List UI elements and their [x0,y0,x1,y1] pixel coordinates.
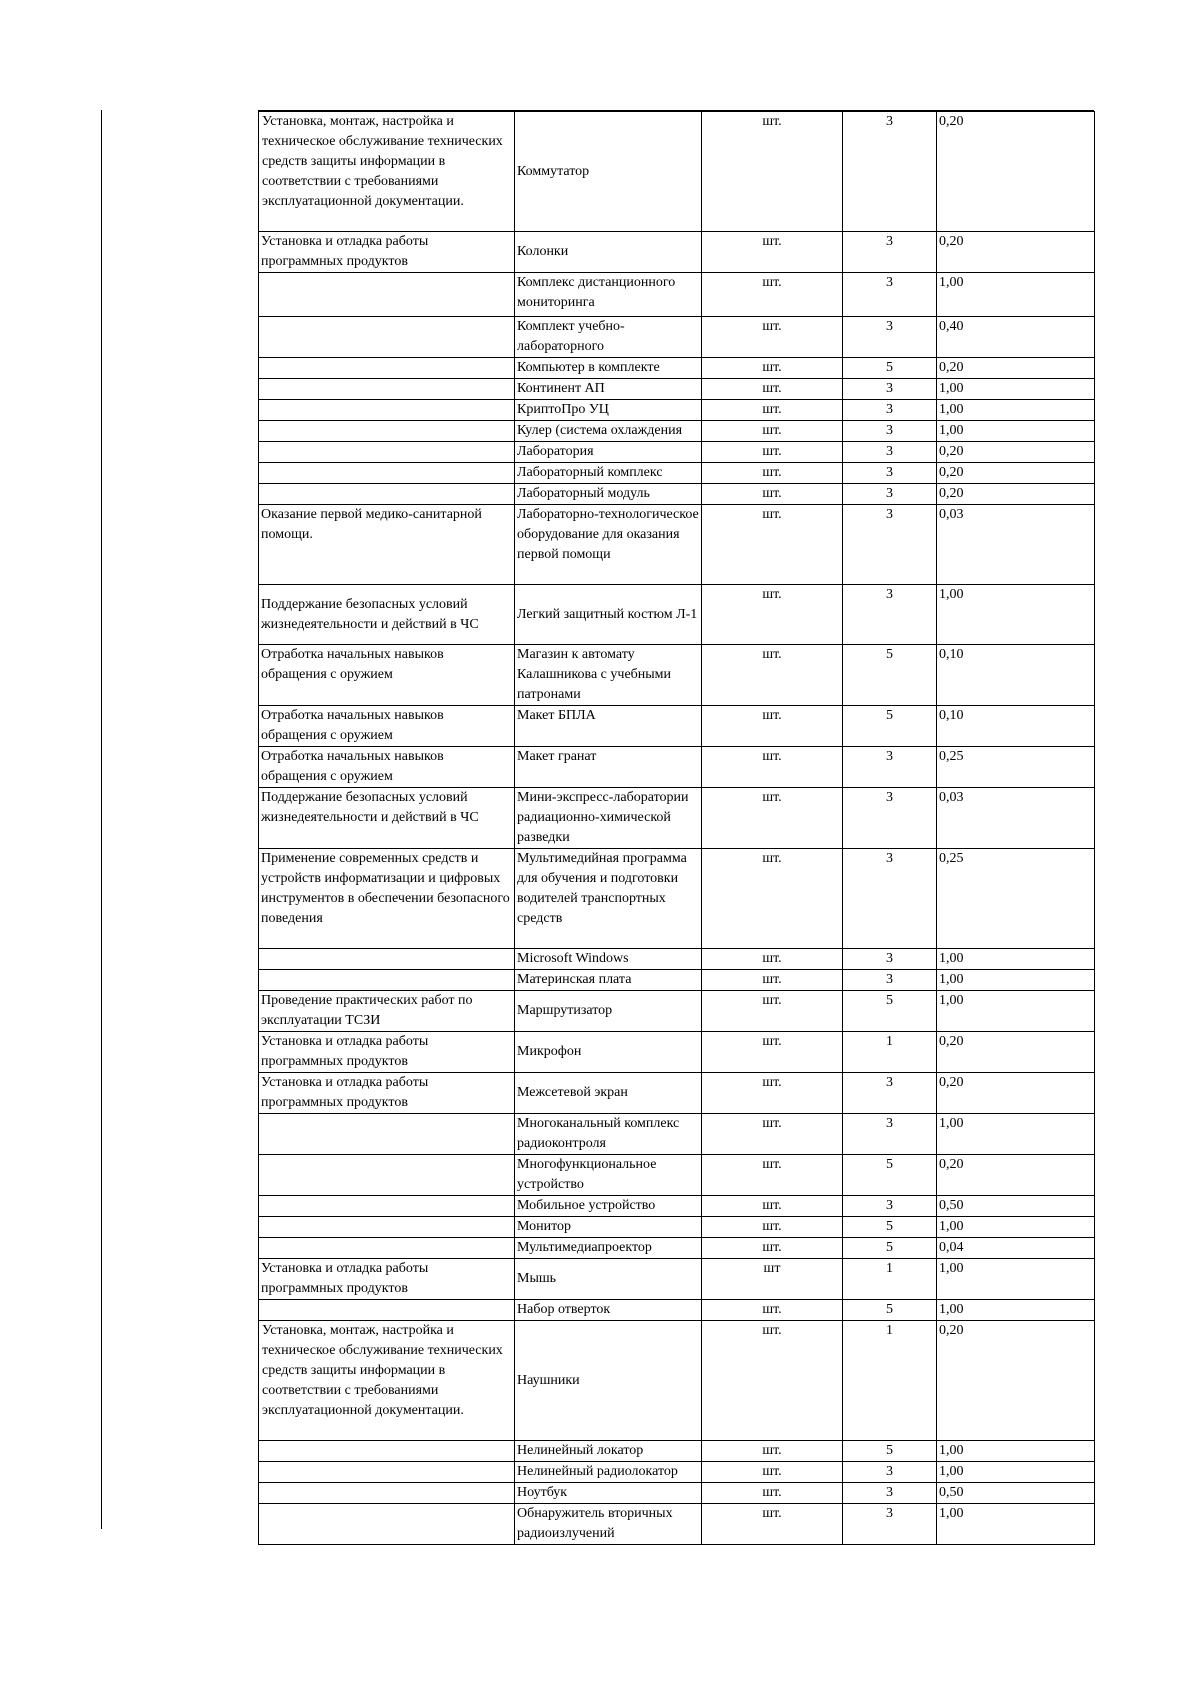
unit-cell: шт. [702,1441,843,1462]
equipment-cell: Мышь [515,1259,702,1300]
equipment-cell: КриптоПро УЦ [515,400,702,421]
activity-cell: Установка, монтаж, настройка и техническое обслуживание технических средств защиты информации в соответствии с требованиями эксплуатационной документации. [259,1321,515,1441]
rate-cell: 1,00 [937,1441,1095,1462]
quantity-cell: 5 [843,1441,937,1462]
quantity-cell: 3 [843,1483,937,1504]
quantity-cell: 1 [843,1032,937,1073]
table-row [259,1196,1095,1217]
unit-cell: шт. [702,949,843,970]
equipment-cell: Многоканальный комплекс радиоконтроля [515,1114,702,1155]
table-row [259,1155,1095,1196]
equipment-cell: Колонки [515,232,702,273]
table-row [259,232,1095,273]
rate-cell: 0,03 [937,505,1095,585]
unit-cell: шт. [702,442,843,463]
table-row [259,1259,1095,1300]
unit-cell: шт. [702,585,843,645]
rate-cell: 1,00 [937,991,1095,1032]
rate-cell: 1,00 [937,1217,1095,1238]
quantity-cell: 3 [843,273,937,317]
unit-cell: шт. [702,1504,843,1545]
quantity-cell: 3 [843,1462,937,1483]
quantity-cell: 5 [843,706,937,747]
quantity-cell: 3 [843,1114,937,1155]
table-row [259,1032,1095,1073]
activity-cell: Установка, монтаж, настройка и техническое обслуживание технических средств защиты информации в соответствии с требованиями эксплуатационной документации. [259,112,515,232]
quantity-cell: 3 [843,112,937,232]
equipment-cell: Макет БПЛА [515,706,702,747]
activity-cell [259,1462,515,1483]
activity-cell [259,379,515,400]
unit-cell: шт. [702,1114,843,1155]
equipment-cell: Макет гранат [515,747,702,788]
rate-cell: 1,00 [937,421,1095,442]
unit-cell: шт. [702,1462,843,1483]
activity-cell [259,1238,515,1259]
quantity-cell: 3 [843,849,937,949]
equipment-cell: Маршрутизатор [515,991,702,1032]
activity-cell: Установка и отладка работы программных продуктов [259,1032,515,1073]
left-margin-rule [101,110,102,1529]
quantity-cell: 5 [843,1155,937,1196]
equipment-cell: Монитор [515,1217,702,1238]
rate-cell: 0,20 [937,1321,1095,1441]
rate-cell: 0,20 [937,232,1095,273]
activity-cell [259,1217,515,1238]
activity-cell: Применение современных средств и устройств информатизации и цифровых инструментов в обеспечении безопасного поведения [259,849,515,949]
rate-cell: 0,40 [937,317,1095,358]
activity-cell [259,1504,515,1545]
rate-cell: 0,04 [937,1238,1095,1259]
activity-cell: Поддержание безопасных условий жизнедеятельности и действий в ЧС [259,788,515,849]
table-row [259,788,1095,849]
table-row [259,400,1095,421]
unit-cell: шт. [702,463,843,484]
quantity-cell: 3 [843,232,937,273]
unit-cell: шт. [702,706,843,747]
activity-cell: Установка и отладка работы программных продуктов [259,1073,515,1114]
quantity-cell: 1 [843,1259,937,1300]
unit-cell: шт. [702,400,843,421]
unit-cell: шт. [702,1238,843,1259]
unit-cell: шт. [702,232,843,273]
quantity-cell: 3 [843,317,937,358]
quantity-cell: 3 [843,400,937,421]
rate-cell: 1,00 [937,1462,1095,1483]
equipment-cell: Нелинейный локатор [515,1441,702,1462]
table-row [259,1462,1095,1483]
unit-cell: шт. [702,1032,843,1073]
table-row [259,1114,1095,1155]
activity-cell: Отработка начальных навыков обращения с оружием [259,706,515,747]
equipment-cell: Континент АП [515,379,702,400]
rate-cell: 0,20 [937,1032,1095,1073]
table-row [259,949,1095,970]
table-row [259,484,1095,505]
quantity-cell: 5 [843,1300,937,1321]
quantity-cell: 3 [843,421,937,442]
rate-cell: 0,20 [937,1155,1095,1196]
rate-cell: 0,20 [937,484,1095,505]
quantity-cell: 3 [843,484,937,505]
table-row [259,317,1095,358]
quantity-cell: 3 [843,442,937,463]
unit-cell: шт. [702,484,843,505]
unit-cell: шт. [702,788,843,849]
rate-cell: 0,50 [937,1196,1095,1217]
unit-cell: шт. [702,358,843,379]
activity-cell [259,1155,515,1196]
rate-cell: 1,00 [937,273,1095,317]
table-row [259,1504,1095,1545]
equipment-cell: Набор отверток [515,1300,702,1321]
activity-cell: Отработка начальных навыков обращения с оружием [259,747,515,788]
equipment-cell: Комплект учебно-лабораторного [515,317,702,358]
equipment-cell: Обнаружитель вторичных радиоизлучений [515,1504,702,1545]
table-row [259,706,1095,747]
activity-cell: Проведение практических работ по эксплуатации ТСЗИ [259,991,515,1032]
quantity-cell: 3 [843,505,937,585]
activity-cell [259,484,515,505]
unit-cell: шт. [702,645,843,706]
unit-cell: шт. [702,273,843,317]
equipment-table-container [258,110,1094,1541]
activity-cell [259,1483,515,1504]
rate-cell: 1,00 [937,1504,1095,1545]
unit-cell: шт [702,1259,843,1300]
equipment-cell: Лаборатория [515,442,702,463]
table-row [259,358,1095,379]
rate-cell: 1,00 [937,585,1095,645]
rate-cell: 1,00 [937,379,1095,400]
activity-cell [259,400,515,421]
activity-cell: Установка и отладка работы программных продуктов [259,232,515,273]
table-row [259,970,1095,991]
table-row [259,442,1095,463]
unit-cell: шт. [702,1073,843,1114]
unit-cell: шт. [702,1196,843,1217]
table-row [259,585,1095,645]
rate-cell: 0,20 [937,463,1095,484]
equipment-cell: Наушники [515,1321,702,1441]
activity-cell: Установка и отладка работы программных продуктов [259,1259,515,1300]
table-row [259,1321,1095,1441]
equipment-cell: Мобильное устройство [515,1196,702,1217]
rate-cell: 0,20 [937,442,1095,463]
table-row [259,849,1095,949]
activity-cell: Оказание первой медико-санитарной помощи. [259,505,515,585]
equipment-cell: Компьютер в комплекте [515,358,702,379]
rate-cell: 0,10 [937,706,1095,747]
table-row [259,991,1095,1032]
unit-cell: шт. [702,505,843,585]
rate-cell: 0,03 [937,788,1095,849]
rate-cell: 1,00 [937,1259,1095,1300]
equipment-cell: Комплекс дистанционного мониторинга [515,273,702,317]
equipment-table [258,111,1095,1545]
equipment-cell: Межсетевой экран [515,1073,702,1114]
activity-cell: Поддержание безопасных условий жизнедеятельности и действий в ЧС [259,585,515,645]
unit-cell: шт. [702,112,843,232]
table-row [259,1483,1095,1504]
rate-cell: 0,25 [937,747,1095,788]
quantity-cell: 5 [843,1238,937,1259]
quantity-cell: 5 [843,358,937,379]
table-row [259,1300,1095,1321]
equipment-cell: Материнская плата [515,970,702,991]
rate-cell: 0,20 [937,112,1095,232]
activity-cell [259,358,515,379]
unit-cell: шт. [702,849,843,949]
equipment-cell: Микрофон [515,1032,702,1073]
unit-cell: шт. [702,1483,843,1504]
table-row [259,645,1095,706]
equipment-cell: Ноутбук [515,1483,702,1504]
unit-cell: шт. [702,970,843,991]
equipment-cell: Многофункциональное устройство [515,1155,702,1196]
equipment-cell: Лабораторно-технологическое оборудование для оказания первой помощи [515,505,702,585]
table-row [259,379,1095,400]
quantity-cell: 3 [843,970,937,991]
quantity-cell: 1 [843,1321,937,1441]
unit-cell: шт. [702,1155,843,1196]
unit-cell: шт. [702,991,843,1032]
quantity-cell: 3 [843,1073,937,1114]
quantity-cell: 5 [843,1217,937,1238]
quantity-cell: 5 [843,991,937,1032]
equipment-cell: Коммутатор [515,112,702,232]
rate-cell: 1,00 [937,1300,1095,1321]
unit-cell: шт. [702,317,843,358]
quantity-cell: 5 [843,645,937,706]
equipment-cell: Мини-экспресс-лаборатории радиационно-химической разведки [515,788,702,849]
table-row [259,1441,1095,1462]
rate-cell: 1,00 [937,970,1095,991]
activity-cell [259,1196,515,1217]
activity-cell [259,1300,515,1321]
equipment-cell: Microsoft Windows [515,949,702,970]
unit-cell: шт. [702,1217,843,1238]
activity-cell [259,463,515,484]
unit-cell: шт. [702,1300,843,1321]
activity-cell [259,1441,515,1462]
equipment-cell: Лабораторный комплекс [515,463,702,484]
activity-cell [259,949,515,970]
quantity-cell: 3 [843,949,937,970]
quantity-cell: 3 [843,747,937,788]
equipment-cell: Легкий защитный костюм Л-1 [515,585,702,645]
rate-cell: 1,00 [937,949,1095,970]
table-row [259,747,1095,788]
equipment-cell: Мультимедиапроектор [515,1238,702,1259]
quantity-cell: 3 [843,379,937,400]
quantity-cell: 3 [843,1504,937,1545]
equipment-cell: Магазин к автомату Калашникова с учебными патронами [515,645,702,706]
table-row [259,1238,1095,1259]
table-row [259,421,1095,442]
rate-cell: 0,20 [937,358,1095,379]
activity-cell [259,421,515,442]
unit-cell: шт. [702,421,843,442]
quantity-cell: 3 [843,1196,937,1217]
table-row [259,463,1095,484]
rate-cell: 1,00 [937,400,1095,421]
table-row [259,1073,1095,1114]
unit-cell: шт. [702,1321,843,1441]
quantity-cell: 3 [843,788,937,849]
activity-cell [259,970,515,991]
unit-cell: шт. [702,747,843,788]
rate-cell: 0,50 [937,1483,1095,1504]
activity-cell [259,273,515,317]
equipment-cell: Нелинейный радиолокатор [515,1462,702,1483]
table-row [259,112,1095,232]
table-row [259,505,1095,585]
rate-cell: 0,10 [937,645,1095,706]
equipment-cell: Мультимедийная программа для обучения и подготовки водителей транспортных средств [515,849,702,949]
equipment-cell: Лабораторный модуль [515,484,702,505]
quantity-cell: 3 [843,585,937,645]
equipment-cell: Кулер (система охлаждения [515,421,702,442]
rate-cell: 1,00 [937,1114,1095,1155]
activity-cell: Отработка начальных навыков обращения с оружием [259,645,515,706]
unit-cell: шт. [702,379,843,400]
table-row [259,1217,1095,1238]
table-row [259,273,1095,317]
activity-cell [259,442,515,463]
rate-cell: 0,25 [937,849,1095,949]
activity-cell [259,317,515,358]
activity-cell [259,1114,515,1155]
quantity-cell: 3 [843,463,937,484]
rate-cell: 0,20 [937,1073,1095,1114]
